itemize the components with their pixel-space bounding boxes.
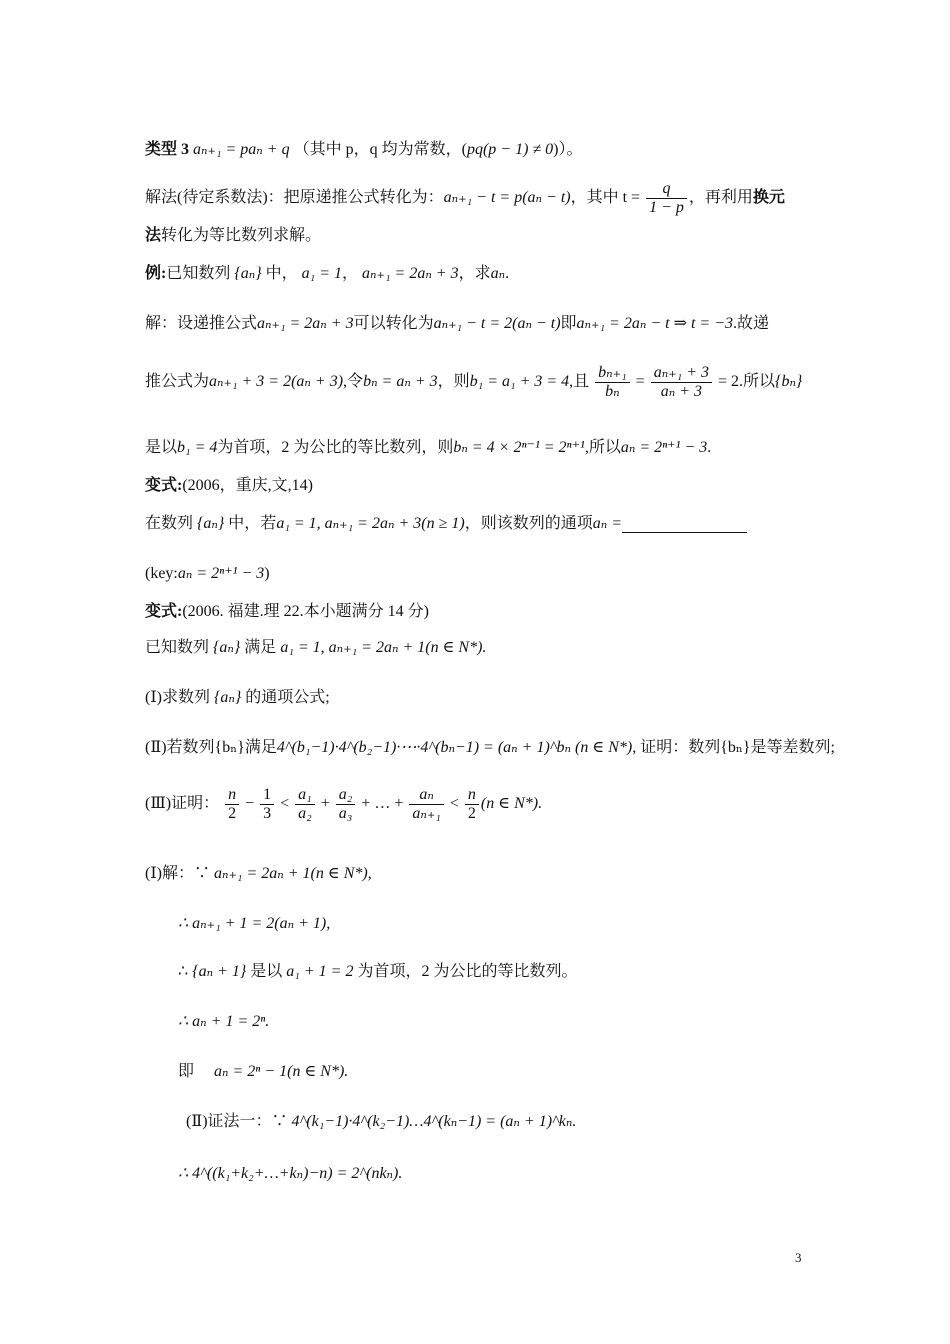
answer-step-4 <box>178 1012 269 1031</box>
example-sequence: {aₙ} <box>234 265 262 282</box>
solution-l1-eq1: aₙ₊₁ = 2aₙ + 3 <box>257 315 354 332</box>
method-bold-2: 法 <box>145 227 162 244</box>
answer-s5-a: 即 <box>178 1063 195 1080</box>
answer-s7: ∴ 4^((k₁+k₂+…+kₙ)−n) = 2^(nkₙ). <box>178 1165 403 1182</box>
type3-condition: pq(p − 1) ≠ 0 <box>466 141 554 158</box>
answer-s5-equation: aₙ = 2ⁿ − 1(n ∈ N*). <box>214 1063 349 1080</box>
method-frac-num: q <box>646 180 687 199</box>
solution-frac-a-num: aₙ₊₁ + 3 <box>651 364 712 383</box>
type3-note-a: （其中 p，q 均为常数，( <box>293 141 467 158</box>
solution-line-2 <box>145 364 802 400</box>
part3-f1-den: 2 <box>228 804 237 822</box>
variant2-label: 变式: <box>145 603 183 620</box>
part3-tail: (n ∈ N*). <box>480 794 543 812</box>
variant1-label: 变式: <box>145 477 183 494</box>
answer-s1-a: (Ⅰ)解：∵ <box>145 865 210 882</box>
variant1-target: aₙ = <box>592 515 622 532</box>
variant1-text-c: ，则该数列的通项 <box>464 515 593 532</box>
part3-f1-num: n <box>225 786 239 805</box>
solution-l2-b: ,令 <box>343 372 364 390</box>
part2-label: (Ⅱ) <box>145 739 167 756</box>
answer-s3-c: 为首项，2 为公比的等比数列。 <box>357 963 578 980</box>
part3-frac-an-an1 <box>409 786 444 822</box>
solution-l3-c: ,所以 <box>584 439 621 456</box>
solution-line-3 <box>145 438 711 457</box>
solution-equals: = <box>635 372 645 390</box>
part3-frac-n-2 <box>225 786 239 822</box>
part3-frac-a2-a3 <box>336 786 356 822</box>
solution-l2-eq3: b₁ = a₁ + 3 = 4 <box>469 372 570 390</box>
method-text-b: ，其中 t = <box>570 188 641 206</box>
answer-step-1 <box>145 864 372 883</box>
part3-plus-1: + <box>320 794 330 812</box>
variant2-problem <box>145 638 486 657</box>
answer-s6-equation: 4^(k₁−1)·4^(k₂−1)…4^(kₙ−1) = (aₙ + 1)^kₙ. <box>291 1113 577 1130</box>
answer-s1-equation: aₙ₊₁ = 2aₙ + 1(n ∈ N*), <box>213 865 372 882</box>
method-text-a: 解法(待定系数法)：把原递推公式转化为： <box>145 188 444 206</box>
part3-f3-den: a₂ <box>298 804 312 822</box>
answer-step-2 <box>178 914 330 933</box>
part2-text-a: 若数列{bₙ}满足 <box>166 739 277 756</box>
answer-step-5 <box>178 1062 348 1081</box>
solution-l1-b: 可以转化为 <box>353 315 434 332</box>
part1-label: (Ⅰ) <box>145 689 162 706</box>
solution-l1-eq3: aₙ₊₁ = 2aₙ − t ⇒ t = −3 <box>576 315 734 332</box>
example-text-c: ，求 <box>458 265 491 282</box>
part3-f2-num: 1 <box>260 786 274 805</box>
answer-blank <box>622 516 747 533</box>
example-line <box>145 264 509 283</box>
example-target: aₙ <box>490 265 506 282</box>
method-equation: aₙ₊₁ − t = p(aₙ − t) <box>443 188 571 206</box>
variant1-source: (2006，重庆,文,14) <box>182 477 314 494</box>
example-condition-2: aₙ₊₁ = 2aₙ + 3 <box>362 265 459 282</box>
solution-l2-eq1: aₙ₊₁ + 3 = 2(aₙ + 3) <box>209 372 344 390</box>
answer-step-3 <box>178 962 577 981</box>
variant2-text-b: 满足 <box>244 639 277 656</box>
solution-l3-b: 为首项，2 为公比的等比数列，则 <box>217 439 454 456</box>
part3-f2-den: 3 <box>263 804 272 822</box>
solution-fraction-a <box>651 364 712 400</box>
answer-step-6 <box>186 1112 576 1131</box>
part1-text-a: 求数列 <box>161 689 210 706</box>
variant2-heading <box>145 602 429 621</box>
part3-f4-num: a₂ <box>336 786 356 805</box>
solution-l1-c: 即 <box>560 315 577 332</box>
example-text-a: 已知数列 <box>166 265 231 282</box>
solution-line-1 <box>145 314 769 333</box>
answer-s3-b: 是以 <box>250 963 283 980</box>
answer-s2: ∴ aₙ₊₁ + 1 = 2(aₙ + 1), <box>178 915 331 932</box>
solution-l3-a: 是以 <box>145 439 178 456</box>
part3-minus: − <box>245 794 255 812</box>
method-line-1 <box>145 180 785 216</box>
part3-f4-den: a₃ <box>338 804 353 822</box>
solution-frac-a-den: aₙ + 3 <box>660 382 702 400</box>
variant1-key <box>145 564 270 583</box>
solution-l2-f: .所以 <box>739 372 776 390</box>
solution-l2-eq2: bₙ = aₙ + 3 <box>363 372 438 390</box>
part2-text-b: , 证明：数列{bₙ}是等差数列; <box>632 739 835 756</box>
part3-f5-den: aₙ₊₁ <box>412 804 441 822</box>
solution-l3-d: . <box>707 439 712 456</box>
solution-l3-eq3: aₙ = 2ⁿ⁺¹ − 3 <box>620 439 708 456</box>
solution-l1-a: 解：设递推公式 <box>145 315 258 332</box>
solution-l2-e: = 2 <box>718 372 740 390</box>
solution-l2-c: ，则 <box>437 372 470 390</box>
solution-frac-b-den: bₙ <box>605 382 620 400</box>
variant2-source: (2006. 福建.理 22.本小题满分 14 分) <box>182 603 430 620</box>
part3-frac-n-2-b <box>465 786 479 822</box>
example-text-b: 中， <box>265 265 298 282</box>
variant2-part3 <box>145 786 542 822</box>
variant2-part2 <box>145 738 835 757</box>
variant1-problem <box>145 514 747 533</box>
method-line-2 <box>145 226 321 245</box>
variant1-key-equation: aₙ = 2ⁿ⁺¹ − 3 <box>177 565 265 582</box>
variant2-equation: a₁ = 1, aₙ₊₁ = 2aₙ + 1(n ∈ N*). <box>280 639 487 656</box>
variant2-sequence: {aₙ} <box>213 639 241 656</box>
method-text-d: 转化为等比数列求解。 <box>161 227 322 244</box>
answer-s3-sequence: {aₙ + 1} <box>192 963 247 980</box>
variant1-key-a: (key: <box>145 565 178 582</box>
part2-equation: 4^(b₁−1)·4^(b₂−1)·⋯·4^(bₙ−1) = (aₙ + 1)^bₙ (n ∈ N*) <box>276 739 633 756</box>
example-condition-1: a₁ = 1 <box>301 265 343 282</box>
variant1-text-a: 在数列 <box>145 515 194 532</box>
part1-text-b: 的通项公式; <box>245 689 330 706</box>
type3-label: 类型 3 <box>145 141 190 158</box>
solution-l2-d: ,且 <box>569 372 590 390</box>
part3-label: (Ⅲ) <box>145 794 172 812</box>
type3-formula: aₙ₊₁ = paₙ + q <box>193 141 290 158</box>
part3-frac-1-3 <box>260 786 274 822</box>
variant1-key-b: ) <box>264 565 270 582</box>
answer-s3-a: ∴ <box>178 963 189 980</box>
solution-l1-eq2: aₙ₊₁ − t = 2(aₙ − t) <box>433 315 561 332</box>
variant1-sequence: {aₙ} <box>197 515 225 532</box>
method-frac-den: 1 − p <box>649 198 684 216</box>
part3-plus-2: + … + <box>361 794 404 812</box>
part3-frac-a1-a2 <box>295 786 315 822</box>
part3-f6-den: 2 <box>467 804 476 822</box>
variant2-text-a: 已知数列 <box>145 639 210 656</box>
example-separator: ， <box>342 265 359 282</box>
type3-heading <box>145 140 583 159</box>
part1-sequence: {aₙ} <box>214 689 242 706</box>
part3-lt-1: < <box>280 794 290 812</box>
part3-f6-num: n <box>465 786 479 805</box>
solution-l2-seq: {bₙ} <box>775 372 803 390</box>
solution-l3-eq2: bₙ = 4 × 2ⁿ⁻¹ = 2ⁿ⁺¹ <box>453 439 585 456</box>
part3-text-a: 证明： <box>171 794 220 812</box>
example-label: 例: <box>145 265 167 282</box>
variant1-equation: a₁ = 1, aₙ₊₁ = 2aₙ + 3(n ≥ 1) <box>276 515 465 532</box>
variant1-text-b: 中，若 <box>228 515 277 532</box>
method-bold-1: 换元 <box>752 188 785 206</box>
answer-step-7 <box>178 1164 402 1183</box>
variant1-heading <box>145 476 313 495</box>
part3-f3-num: a₁ <box>295 786 315 805</box>
answer-s6-a: (Ⅱ)证法一：∵ <box>186 1113 288 1130</box>
method-text-c: ，再利用 <box>688 188 753 206</box>
page-number: 3 <box>795 1250 802 1265</box>
solution-frac-b-num: bₙ₊₁ <box>595 364 630 383</box>
answer-s3-equation: a₁ + 1 = 2 <box>286 963 354 980</box>
solution-fraction-b <box>595 364 630 400</box>
solution-l2-a: 推公式为 <box>145 372 210 390</box>
method-fraction <box>646 180 687 216</box>
part3-f5-num: aₙ <box>409 786 444 805</box>
solution-l3-eq1: b₁ = 4 <box>177 439 218 456</box>
part3-lt-2: < <box>449 794 459 812</box>
solution-l1-d: .故递 <box>733 315 770 332</box>
example-end: . <box>505 265 510 282</box>
type3-note-b: )）。 <box>553 141 583 158</box>
answer-s4: ∴ aₙ + 1 = 2ⁿ. <box>178 1013 270 1030</box>
variant2-part1 <box>145 688 330 707</box>
